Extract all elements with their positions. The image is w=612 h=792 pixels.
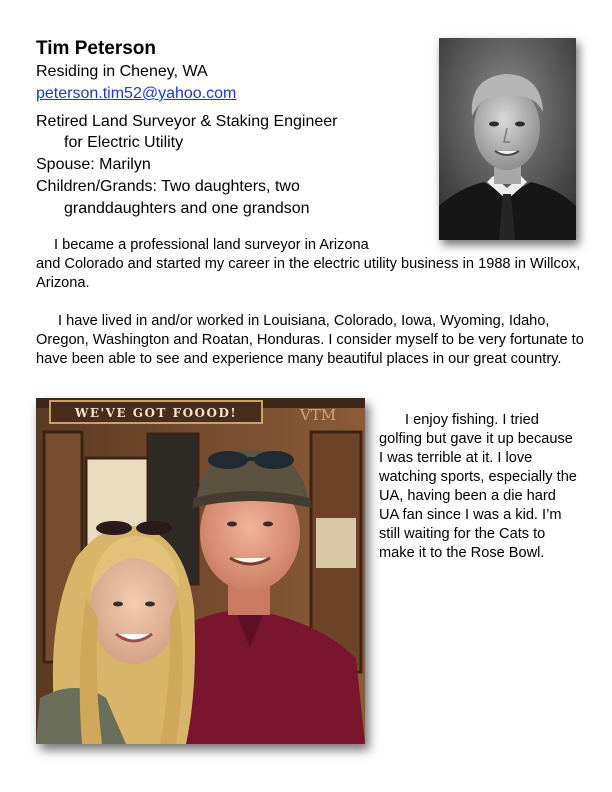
places-paragraph: I have lived in and/or worked in Louisiana, Colorado, Iowa, Wyoming, Idaho, Oregon, Washington and Roatan, Honduras. I consider myself to be very fortunate to have been able to see and experience many beautiful places in our great country. [36,313,584,367]
career-paragraph-rest: and Colorado and started my career in the electric utility business in 1988 in Willcox, Arizona. [36,256,581,291]
profile-name: Tim Peterson [36,38,157,59]
residence-text: Residing in Cheney, WA [36,63,208,80]
selfie-illustration [36,398,365,744]
children-line-1: Children/Grands: Two daughters, two [36,178,300,195]
career-paragraph-line-1: I became a professional land surveyor in Arizona [54,237,369,253]
occupation-line-1: Retired Land Surveyor & Staking Engineer [36,113,338,130]
spouse-text: Spouse: Marilyn [36,156,151,173]
portrait-illustration [439,38,576,240]
occupation-line-2: for Electric Utility [64,134,184,151]
email-link[interactable]: peterson.tim52@yahoo.com [36,85,237,102]
sign-text-secondary: VTM [299,406,337,424]
sign-text: WE'VE GOT FOOOD! [74,406,238,420]
hobbies-paragraph: I enjoy fishing. I tried golfing but gave it up because I was terrible at it. I love watching sports, especially the UA, having been a die hard UA fan since I was a kid. I’m still waiting for the Cats to make it to the Rose Bowl. [379,412,577,561]
yearbook-portrait [439,38,576,240]
selfie-photo [36,398,365,744]
children-line-2: granddaughters and one grandson [64,200,310,217]
